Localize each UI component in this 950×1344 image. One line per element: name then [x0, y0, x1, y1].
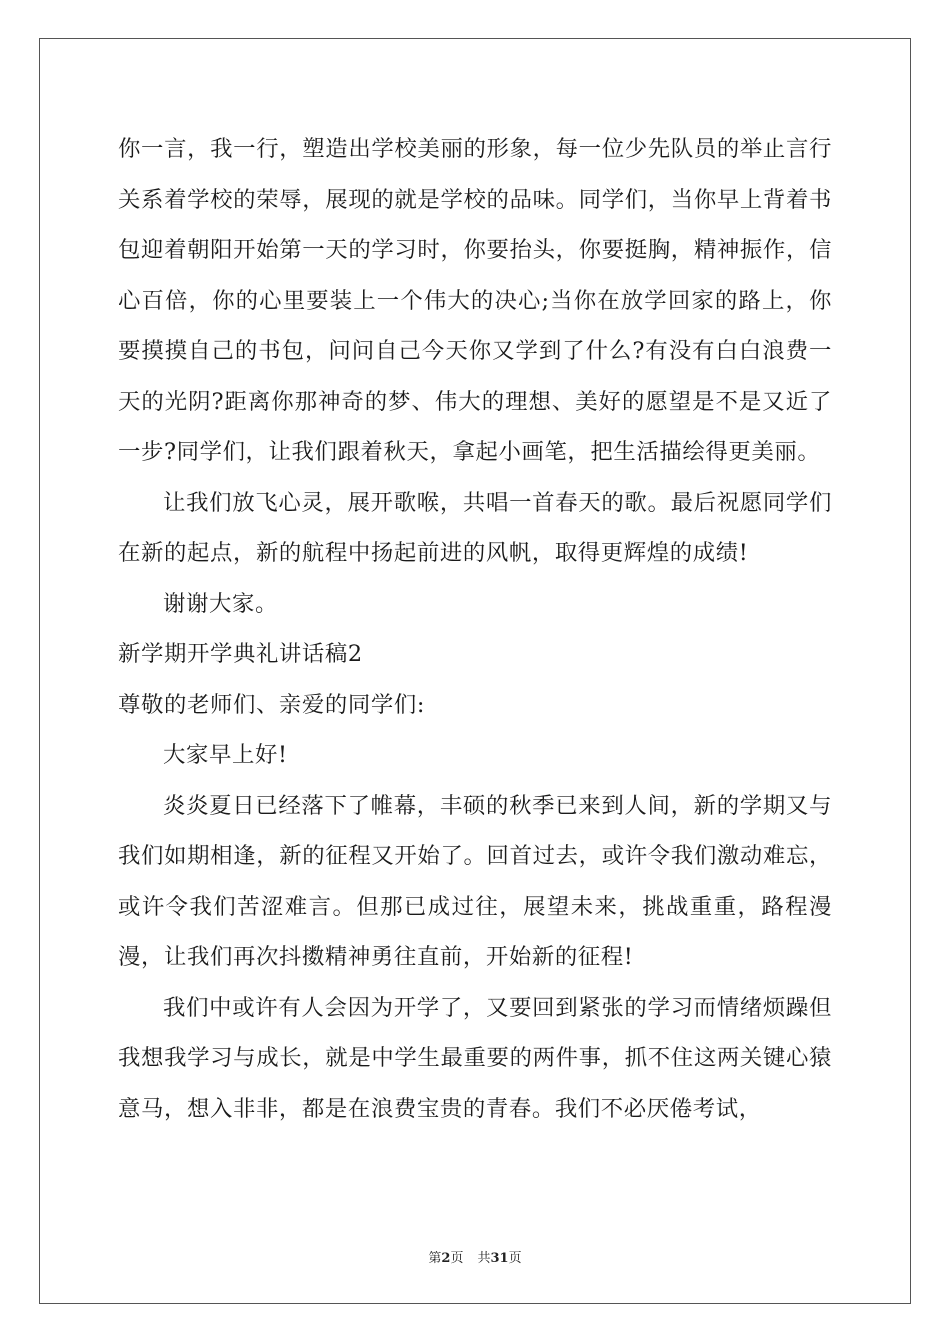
salutation: 尊敬的老师们、亲爱的同学们: — [118, 691, 426, 718]
page-total: 31 — [490, 1251, 509, 1266]
greeting: 大家早上好! — [163, 742, 288, 768]
paragraph: 炎炎夏日已经落下了帷幕，丰硕的秋季已来到人间，新的学期又与我们如期相逢，新的征程又开始了。回首过去，或许令我们激动难忘，或许令我们苦涩难言。但那已成过往，展望未来，挑战重重，路程漫漫，让我们再次抖擞精神勇往直前，开始新的征程! — [118, 792, 832, 970]
section-title: 新学期开学典礼讲话稿2 — [118, 641, 363, 667]
paragraph: 你一言，我一行，塑造出学校美丽的形象，每一位少先队员的举止言行关系着学校的荣辱，展现的就是学校的品味。同学们，当你早上背着书包迎着朝阳开始第一天的学习时，你要抬头，你要挺胸，精神振作，信心百倍，你的心里要装上一个伟大的决心;当你在放学回家的路上，你要摸摸自己的书包，问问自己今天你又学到了什么?有没有白白浪费一天的光阴?距离你那神奇的梦、伟大的理想、美好的愿望是不是又近了一步?同学们，让我们跟着秋天，拿起小画笔，把生活描绘得更美丽。 — [118, 136, 832, 465]
paragraph: 谢谢大家。 — [163, 590, 278, 617]
document-body — [118, 124, 832, 1134]
page-suffix: 页 — [450, 1251, 464, 1266]
total-prefix: 共 — [477, 1251, 491, 1266]
page-current: 2 — [441, 1251, 451, 1266]
paragraph: 我们中或许有人会因为开学了，又要回到紧张的学习而情绪烦躁但我想我学习与成长，就是中学生最重要的两件事，抓不住这两关键心猿意马，想入非非，都是在浪费宝贵的青春。我们不必厌倦考试， — [118, 994, 832, 1122]
page-footer — [0, 1247, 950, 1266]
paragraph: 让我们放飞心灵，展开歌喉，共唱一首春天的歌。最后祝愿同学们在新的起点，新的航程中扬起前进的风帆，取得更辉煌的成绩! — [118, 489, 832, 566]
page-prefix: 第 — [428, 1251, 442, 1266]
total-suffix: 页 — [508, 1251, 522, 1266]
